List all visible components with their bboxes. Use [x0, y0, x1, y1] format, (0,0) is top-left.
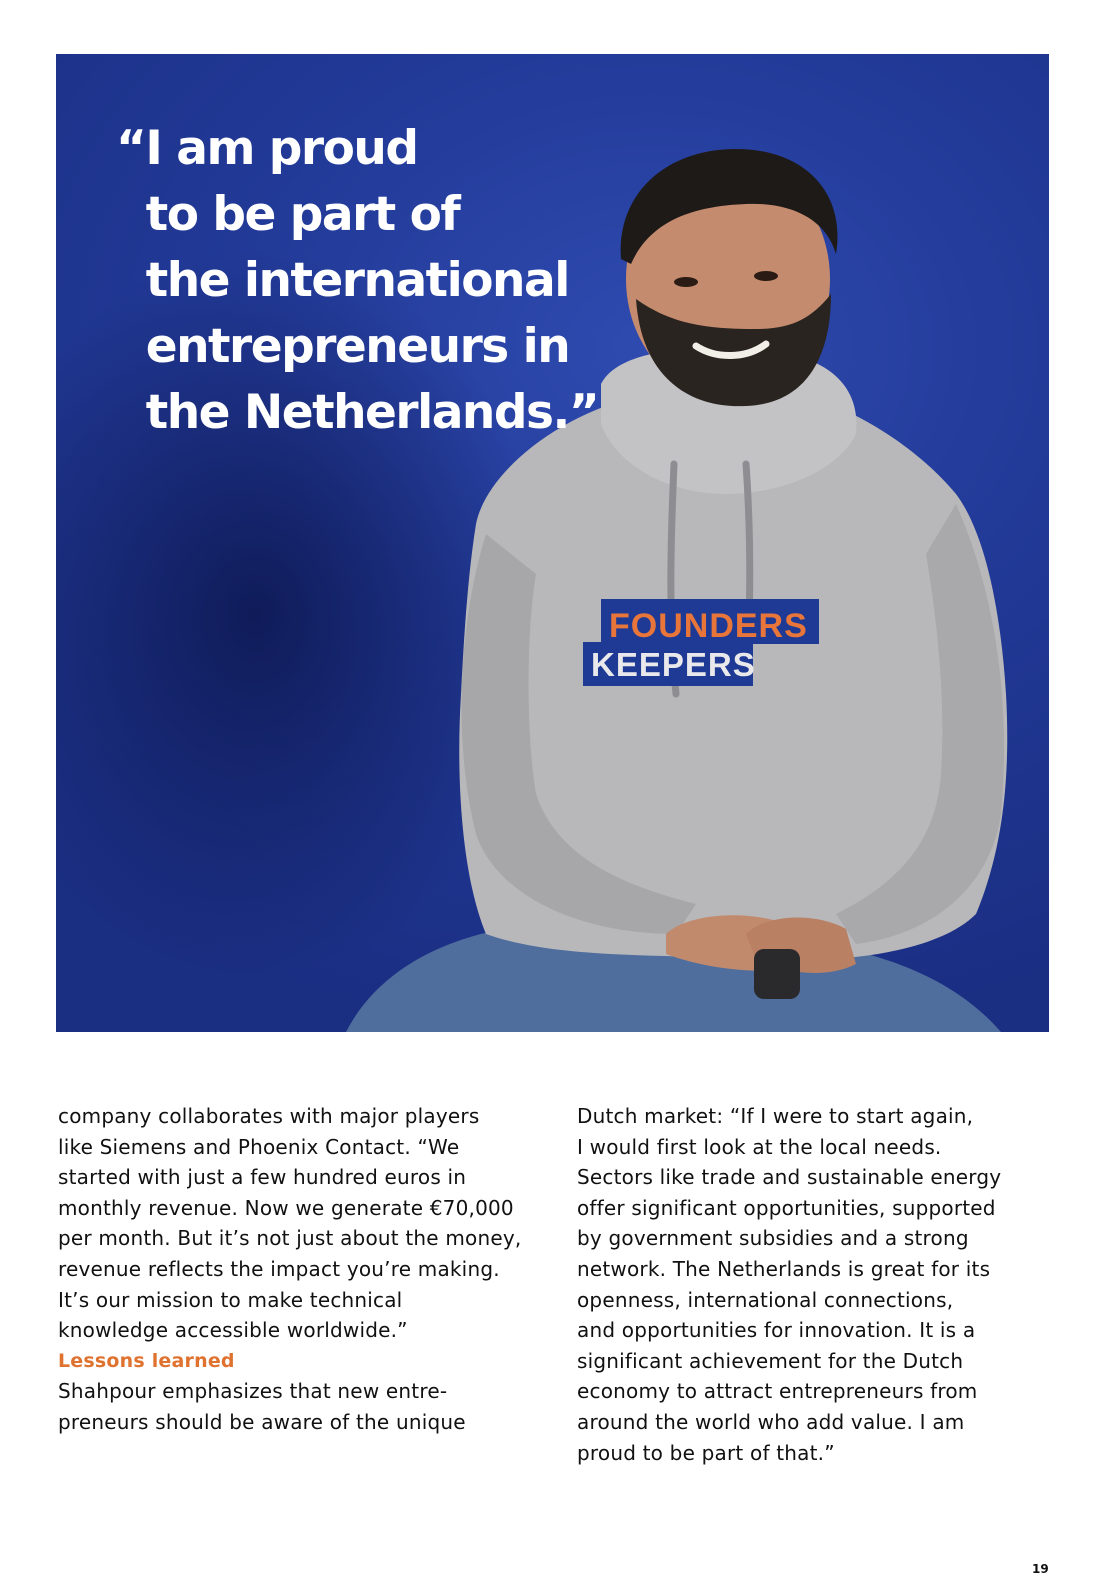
body-paragraph: company collaborates with major players like Siemens and Phoenix Contact. “We started with just a few hundred euros in monthly revenue. Now we generate €70,000 per month. But it’s not just about the money, revenue reflects the impact you’re making. It’s our mission to make technical knowledge accessible worldwide.”	[58, 1104, 522, 1343]
hoodie-logo-keepers: KEEPERS	[591, 646, 756, 683]
page-number: 19	[1032, 1562, 1049, 1576]
body-paragraph-2: Shahpour emphasizes that new entre- preneurs should be aware of the unique	[58, 1379, 466, 1434]
right-column	[577, 1101, 1037, 1468]
hero-photo	[56, 54, 1049, 1032]
left-column	[58, 1101, 538, 1438]
body-paragraph-right: Dutch market: “If I were to start again, I would first look at the local needs. Sectors like trade and sustainable energy offer significant opportunities, supported by government subsidies and a strong network. The Netherlands is great for its openness, international connections, and opportunities for innovation. It is a significant achievement for the Dutch economy to attract entrepreneurs from around the world who add value. I am proud to be part of that.”	[577, 1104, 1002, 1465]
section-heading: Lessons learned	[58, 1349, 235, 1372]
hoodie-logo-founders: FOUNDERS	[609, 607, 808, 645]
pull-quote: “I am proud to be part of the international entrepreneurs in the Netherlands.”	[116, 121, 599, 440]
